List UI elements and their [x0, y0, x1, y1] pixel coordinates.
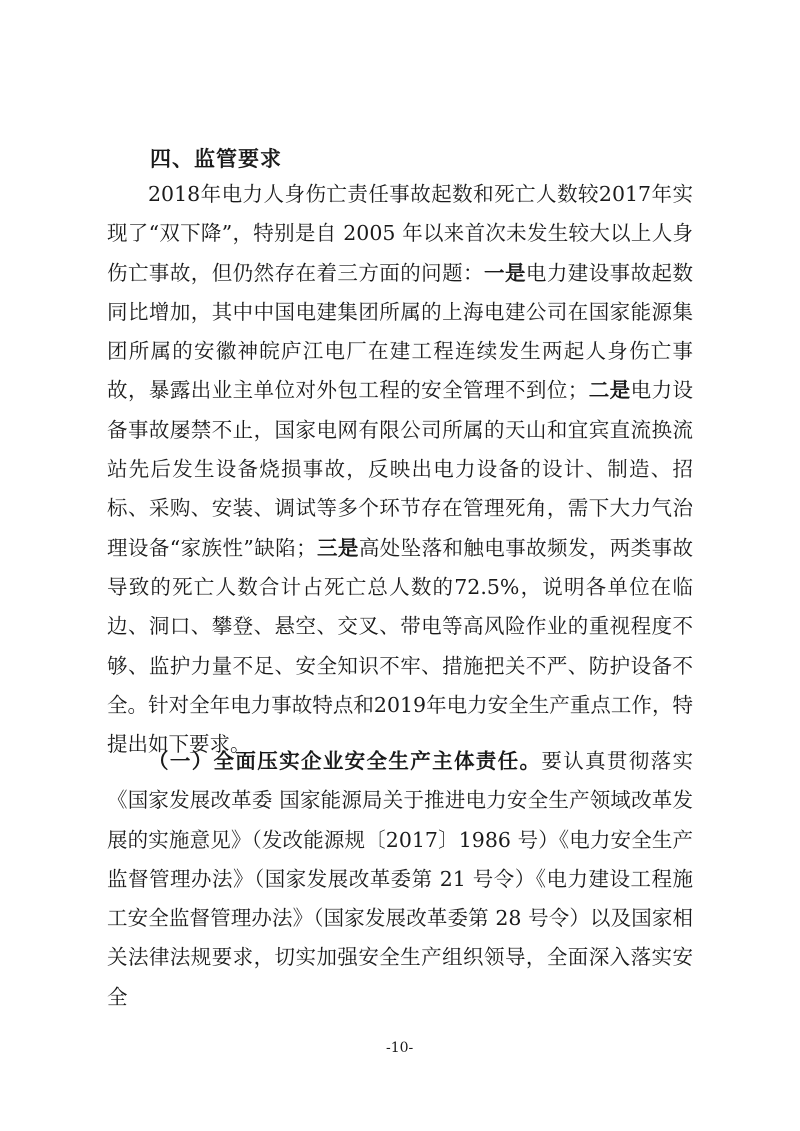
body-paragraph-problems [107, 175, 693, 764]
paragraph-text: 电力建设事故起数同比增加，其中中国电建集团所属的上海电建公司在国家能源集团所属的安徽神皖庐江电厂在建工程连续发生两起人身伤亡事故，暴露出业主单位对外包工程的安全管理不到位； [107, 260, 694, 403]
highlight-third: 三是 [316, 535, 359, 560]
page-number: -10- [386, 1040, 414, 1056]
highlight-second: 二是 [588, 378, 631, 403]
paragraph-text: 电力设备事故屡禁不止，国家电网有限公司所属的天山和宜宾直流换流站先后发生设备烧损事故，反映出电力设备的设计、制造、招标、采购、安装、调试等多个环节存在管理死角，需下大力气治理设备“家族性”缺陷； [107, 378, 694, 560]
paragraph-text: 2018年电力人身伤亡责任事故起数和死亡人数较2017年实现了“双下降”，特别是自 2005 年以来首次未发生较大以上人身伤亡事故，但仍然存在着三方面的问题： [107, 182, 693, 285]
section-heading: 四、监管要求 [150, 147, 282, 171]
paragraph-text: 高处坠落和触电事故频发，两类事故导致的死亡人数合计占死亡总人数的72.5%，说明各单位在临边、洞口、攀登、悬空、交叉、带电等高风险作业的重视程度不够、监护力量不足、安全知识不牢、措施把关不严、防护设备不全。针对全年电力事故特点和2019年电力安全生产重点工作，特提出如下要求。 [107, 535, 694, 757]
paragraph-text: 要认真贯彻落实《国家发展改革委 国家能源局关于推进电力安全生产领域改革发展的实施意见》（发改能源规〔2017〕1986 号）《电力安全生产监督管理办法》（国家发展改革委第 21 号令）《电力建设工程施工安全监督管理办法》（国家发展改革委第 28 号令）以及国家相关法律法规要求，切实加强安全生产组织领导，全面深入落实安全 [107, 749, 693, 1009]
body-paragraph-requirement-one [107, 742, 693, 1017]
highlight-first: 一是 [484, 260, 526, 285]
subsection-lead: （一）全面压实企业安全生产主体责任。 [148, 749, 542, 773]
